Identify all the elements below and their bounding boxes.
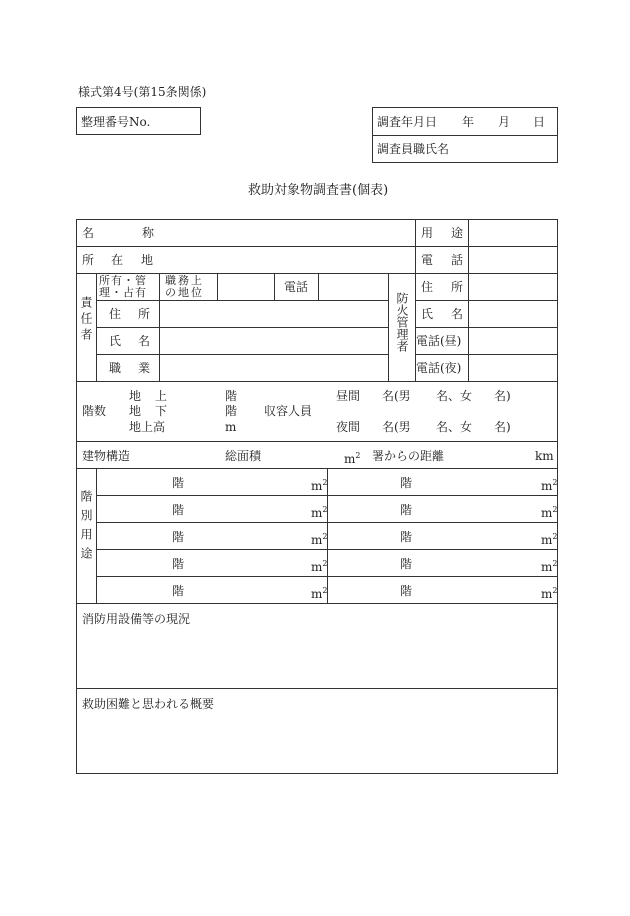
- reg-number-label: 整理番号No.: [81, 115, 151, 129]
- surveyor-label: 調査員職氏名: [377, 142, 450, 156]
- nighttime-label: 夜間: [336, 420, 361, 434]
- floor-row-area-unit: $m^2$: [541, 505, 558, 520]
- below-ground-label-1: 地: [129, 404, 142, 418]
- total-area-unit: $m^2$: [344, 451, 361, 466]
- distance-unit: km: [535, 449, 554, 463]
- responsible-phone-label: 電話: [284, 280, 309, 294]
- location-label-2: 在: [111, 253, 124, 267]
- day-end-label: 名): [494, 389, 511, 403]
- responsible-job-label-1: 職: [109, 361, 122, 375]
- location-label-1: 所: [82, 253, 95, 267]
- day-label: 日: [533, 115, 546, 129]
- responsible-job-label-2: 業: [138, 361, 151, 375]
- floor-row-label: 階: [172, 503, 185, 517]
- fire-manager-address-label-1: 住: [421, 280, 434, 294]
- day-male-label: 名(男: [382, 389, 411, 403]
- below-ground-label-2: 下: [155, 404, 168, 418]
- responsible-address-label-2: 所: [138, 307, 151, 321]
- distance-label: 署からの距離: [372, 449, 445, 463]
- ownership-label-1: 所有・管: [99, 274, 147, 287]
- above-floor-unit: 階: [225, 389, 238, 403]
- floor-row-label: 階: [172, 557, 185, 571]
- fire-manager-phone-day-label: 電話(昼): [416, 334, 462, 348]
- floor-row-area-unit: $m^2$: [311, 478, 328, 493]
- floor-row-area-unit: $m^2$: [311, 532, 328, 547]
- floor-row-label: 階: [400, 557, 413, 571]
- month-label: 月: [498, 115, 511, 129]
- below-floor-unit: 階: [225, 404, 238, 418]
- height-label: 地上高: [129, 420, 166, 434]
- location-label-3: 地: [141, 253, 154, 267]
- fire-manager-label: 防火管理者: [395, 292, 409, 352]
- fire-manager-name-label-2: 名: [451, 307, 464, 321]
- structure-label: 建物構造: [82, 449, 131, 463]
- responsible-person-label: 責任者: [79, 296, 93, 344]
- fire-equipment-label: 消防用設備等の現況: [82, 612, 191, 626]
- responsible-address-label-1: 住: [109, 307, 122, 321]
- phone-label-2: 話: [451, 253, 464, 267]
- ownership-label-2: 理・占有: [99, 286, 147, 299]
- total-area-label: 総面積: [225, 449, 262, 463]
- above-ground-label-2: 上: [155, 389, 168, 403]
- fire-manager-phone-night-label: 電話(夜): [416, 361, 462, 375]
- floor-row-label: 階: [172, 530, 185, 544]
- responsible-name-label-2: 名: [138, 334, 151, 348]
- floor-row-label: 階: [400, 476, 413, 490]
- above-ground-label-1: 地: [129, 389, 142, 403]
- position-label-1: 職務上: [165, 274, 204, 287]
- main-table: [76, 219, 558, 774]
- name-label-2: 称: [142, 226, 155, 240]
- floor-row-label: 階: [400, 530, 413, 544]
- capacity-label: 収容人員: [264, 404, 313, 418]
- night-male-label: 名(男: [382, 420, 411, 434]
- name-label-1: 名: [82, 226, 95, 240]
- floor-row-label: 階: [172, 476, 185, 490]
- document-title: 救助対象物調査書(個表): [248, 183, 389, 198]
- daytime-label: 昼間: [336, 389, 361, 403]
- floor-row-area-unit: $m^2$: [311, 586, 328, 601]
- night-female-label: 名、女: [436, 420, 473, 434]
- night-end-label: 名): [494, 420, 511, 434]
- fire-manager-address-label-2: 所: [451, 280, 464, 294]
- responsible-name-label-1: 氏: [109, 334, 122, 348]
- floors-label: 階数: [82, 404, 107, 418]
- day-female-label: 名、女: [436, 389, 473, 403]
- floor-row-area-unit: $m^2$: [311, 505, 328, 520]
- floor-row-area-unit: $m^2$: [311, 559, 328, 574]
- phone-label-1: 電: [421, 253, 434, 267]
- rescue-difficulty-label: 救助困難と思われる概要: [82, 697, 215, 711]
- floor-row-area-unit: $m^2$: [541, 532, 558, 547]
- floor-row-label: 階: [400, 503, 413, 517]
- height-unit: m: [225, 420, 237, 434]
- use-label-2: 途: [451, 226, 464, 240]
- floor-row-area-unit: $m^2$: [541, 559, 558, 574]
- floor-row-label: 階: [400, 584, 413, 598]
- year-label: 年: [462, 115, 475, 129]
- floor-row-label: 階: [172, 584, 185, 598]
- by-floor-usage-label: 階別用途: [79, 490, 93, 566]
- fire-manager-name-label-1: 氏: [421, 307, 434, 321]
- floor-row-area-unit: $m^2$: [541, 478, 558, 493]
- floor-row-area-unit: $m^2$: [541, 586, 558, 601]
- survey-date-label: 調査年月日: [377, 115, 438, 129]
- use-label-1: 用: [421, 226, 434, 240]
- form-number-label: 様式第4号(第15条関係): [78, 85, 207, 99]
- position-label-2: の地位: [165, 286, 204, 299]
